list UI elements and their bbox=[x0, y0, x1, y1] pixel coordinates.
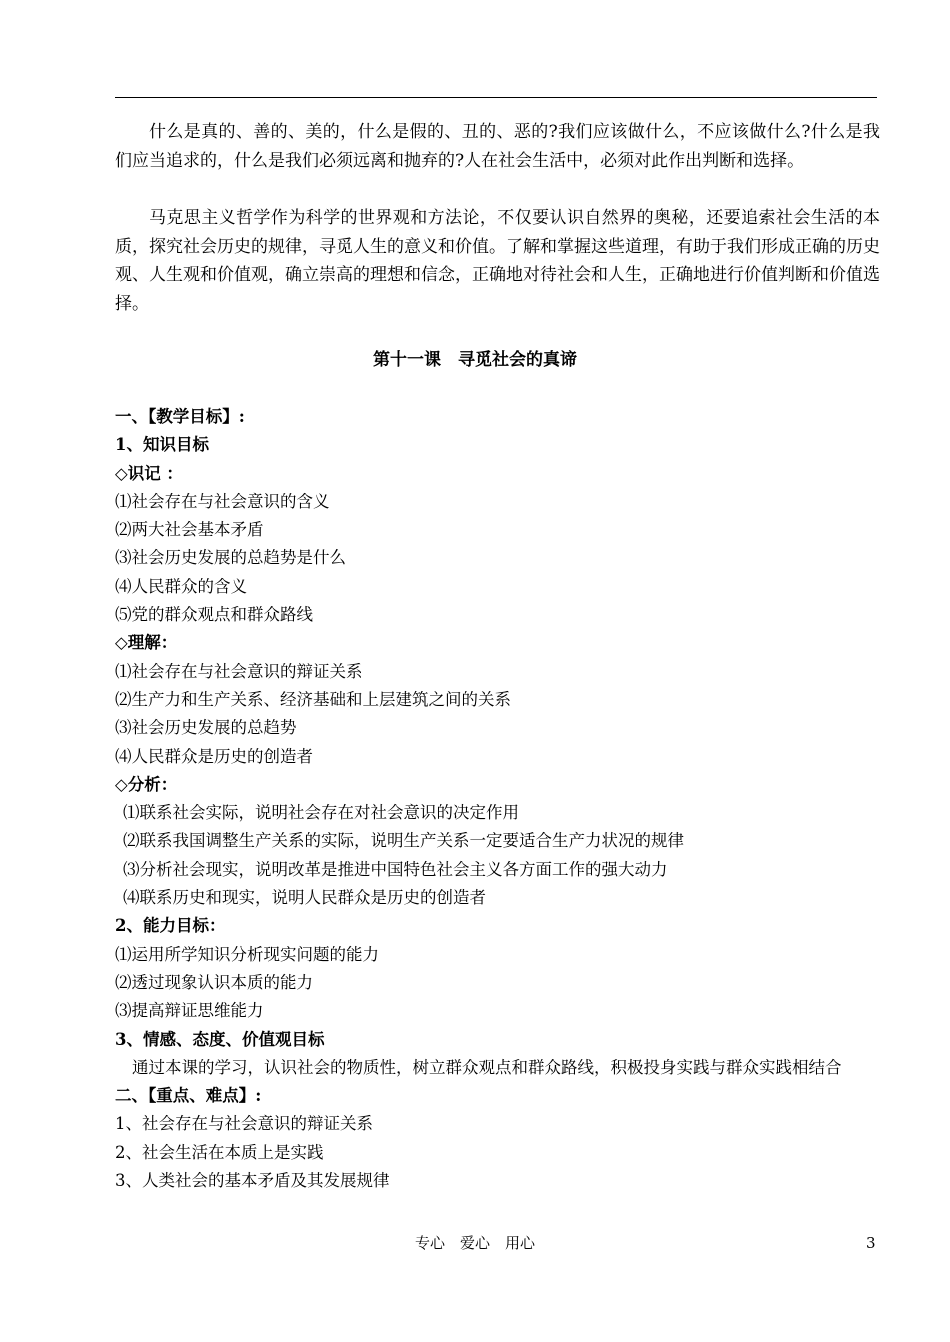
subheading-analyze: ◇分析： bbox=[115, 774, 178, 794]
list-item: ⑷人民群众的含义 bbox=[115, 576, 247, 596]
list-item: ⑶分析社会现实，说明改革是推进中国特色社会主义各方面工作的强大动力 bbox=[123, 859, 668, 879]
list-item: ⑶提高辩证思维能力 bbox=[115, 1001, 264, 1021]
list-item: 3、人类社会的基本矛盾及其发展规律 bbox=[115, 1171, 390, 1191]
list-item: ⑶社会历史发展的总趋势 bbox=[115, 718, 297, 738]
subheading-understand: ◇理解： bbox=[115, 633, 178, 653]
section-heading-objectives: 一、【教学目标】: bbox=[115, 407, 245, 426]
section-heading-keypoints: 二、【重点、难点】: bbox=[115, 1086, 262, 1106]
subheading-memorize: ◇识记 ： bbox=[115, 463, 183, 483]
list-item: ⑵联系我国调整生产关系的实际，说明生产关系一定要适合生产力状况的规律 bbox=[123, 831, 684, 851]
list-item: ⑴社会存在与社会意识的含义 bbox=[115, 491, 330, 511]
subheading-values: 3、情感、态度、价值观目标 bbox=[115, 1029, 325, 1049]
list-item: 1、社会存在与社会意识的辩证关系 bbox=[115, 1114, 373, 1134]
lesson-title: 第十一课 寻觅社会的真谛 bbox=[373, 350, 577, 370]
outline bbox=[115, 403, 880, 1195]
list-item: ⑵两大社会基本矛盾 bbox=[115, 520, 264, 540]
list-item: ⑴运用所学知识分析现实问题的能力 bbox=[115, 944, 379, 964]
list-item: 2、社会生活在本质上是实践 bbox=[115, 1142, 324, 1162]
list-item: ⑷联系历史和现实，说明人民群众是历史的创造者 bbox=[123, 888, 486, 908]
list-item: ⑶社会历史发展的总趋势是什么 bbox=[115, 548, 346, 568]
subheading-ability: 2、能力目标： bbox=[115, 916, 226, 936]
values-paragraph: 通过本课的学习，认识社会的物质性，树立群众观点和群众路线，积极投身实践与群众实践相结合 bbox=[132, 1057, 842, 1077]
list-item: ⑸党的群众观点和群众路线 bbox=[115, 605, 313, 625]
page-number: 3 bbox=[866, 1234, 876, 1252]
intro-paragraph-1: 什么是真的、善的、美的，什么是假的、丑的、恶的?我们应该做什么，不应该做什么?什么是我们应当追求的，什么是我们必须远离和抛弃的?人在社会生活中，必须对此作出判断和选择。 bbox=[115, 122, 880, 171]
intro-paragraph-2: 马克思主义哲学作为科学的世界观和方法论，不仅要认识自然界的奥秘，还要追索社会生活的本质，探究社会历史的规律，寻觅人生的意义和价值。了解和掌握这些道理，有助于我们形成正确的历史观、人生观和价值观，确立崇高的理想和信念，正确地对待社会和人生，正确地进行价值判断和价值选择。 bbox=[115, 208, 880, 314]
subheading-knowledge: 1、知识目标 bbox=[115, 435, 209, 455]
list-item: ⑵透过现象认识本质的能力 bbox=[115, 972, 313, 992]
list-item: ⑴社会存在与社会意识的辩证关系 bbox=[115, 661, 363, 681]
list-item: ⑷人民群众是历史的创造者 bbox=[115, 746, 313, 766]
list-item: ⑴联系社会实际，说明社会存在对社会意识的决定作用 bbox=[123, 803, 519, 823]
footer-motto: 专心 爱心 用心 bbox=[414, 1234, 535, 1252]
header-rule bbox=[115, 97, 877, 98]
list-item: ⑵生产力和生产关系、经济基础和上层建筑之间的关系 bbox=[115, 689, 511, 709]
